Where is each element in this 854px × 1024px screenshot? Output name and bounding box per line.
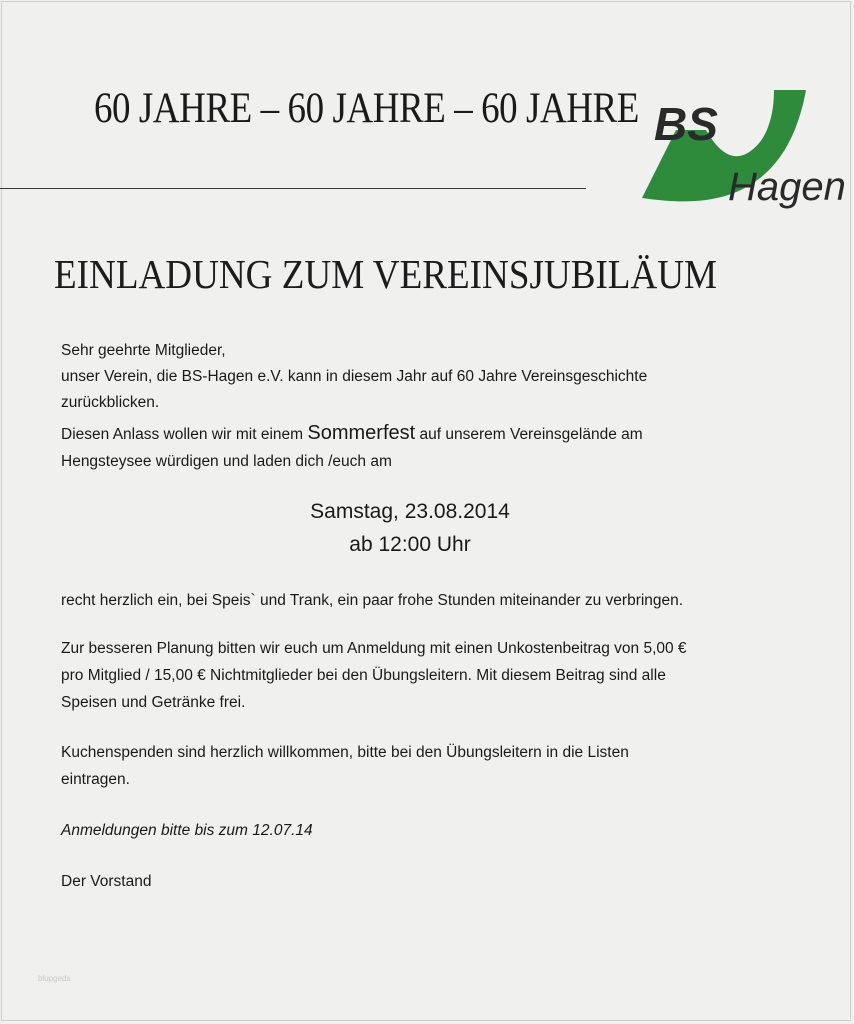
logo-letters: BS (654, 98, 718, 150)
paragraph-4-line-3: Speisen und Getränke frei. (61, 694, 246, 711)
logo-name: Hagen (728, 165, 846, 209)
paragraph-1-line-2: zurückblicken. (61, 394, 160, 411)
paragraph-5-line-2: eintragen. (61, 771, 130, 788)
event-date: Samstag, 23.08.2014 (310, 500, 510, 523)
p2-before: Diesen Anlass wollen wir mit einem (61, 426, 308, 443)
paragraph-4-line-2: pro Mitglied / 15,00 € Nichtmitglieder bei den Übungsleitern. Mit diesem Beitrag sind alle (61, 667, 666, 684)
p2-after: auf unserem Vereinsgelände am (415, 426, 643, 443)
paragraph-1-line-1: unser Verein, die BS-Hagen e.V. kann in diesem Jahr auf 60 Jahre Vereinsgeschichte (61, 368, 648, 385)
paragraph-5-line-1: Kuchenspenden sind herzlich willkommen, bitte bei den Übungsleitern in die Listen (61, 744, 629, 761)
headline: 60 JAHRE – 60 JAHRE – 60 JAHRE (94, 85, 639, 132)
watermark: blupgeds (38, 974, 71, 983)
paragraph-2-line-2: Hengsteysee würdigen und laden dich /euch am (61, 453, 392, 470)
paragraph-2-line-1 (61, 420, 643, 448)
paragraph-3: recht herzlich ein, bei Speis` und Trank, ein paar frohe Stunden miteinander zu verbringen. (61, 592, 684, 609)
registration-deadline: Anmeldungen bitte bis zum 12.07.14 (61, 822, 313, 839)
sommerfest-highlight: Sommerfest (307, 422, 416, 444)
event-time: ab 12:00 Uhr (349, 533, 471, 556)
salutation: Sehr geehrte Mitglieder, (61, 342, 226, 359)
signature: Der Vorstand (61, 873, 152, 890)
bs-hagen-logo (636, 86, 848, 216)
invitation-title: EINLADUNG ZUM VEREINSJUBILÄUM (54, 251, 718, 297)
paragraph-4-line-1: Zur besseren Planung bitten wir euch um Anmeldung mit einen Unkostenbeitrag von 5,00 € (61, 640, 687, 657)
header-rule (0, 188, 586, 189)
